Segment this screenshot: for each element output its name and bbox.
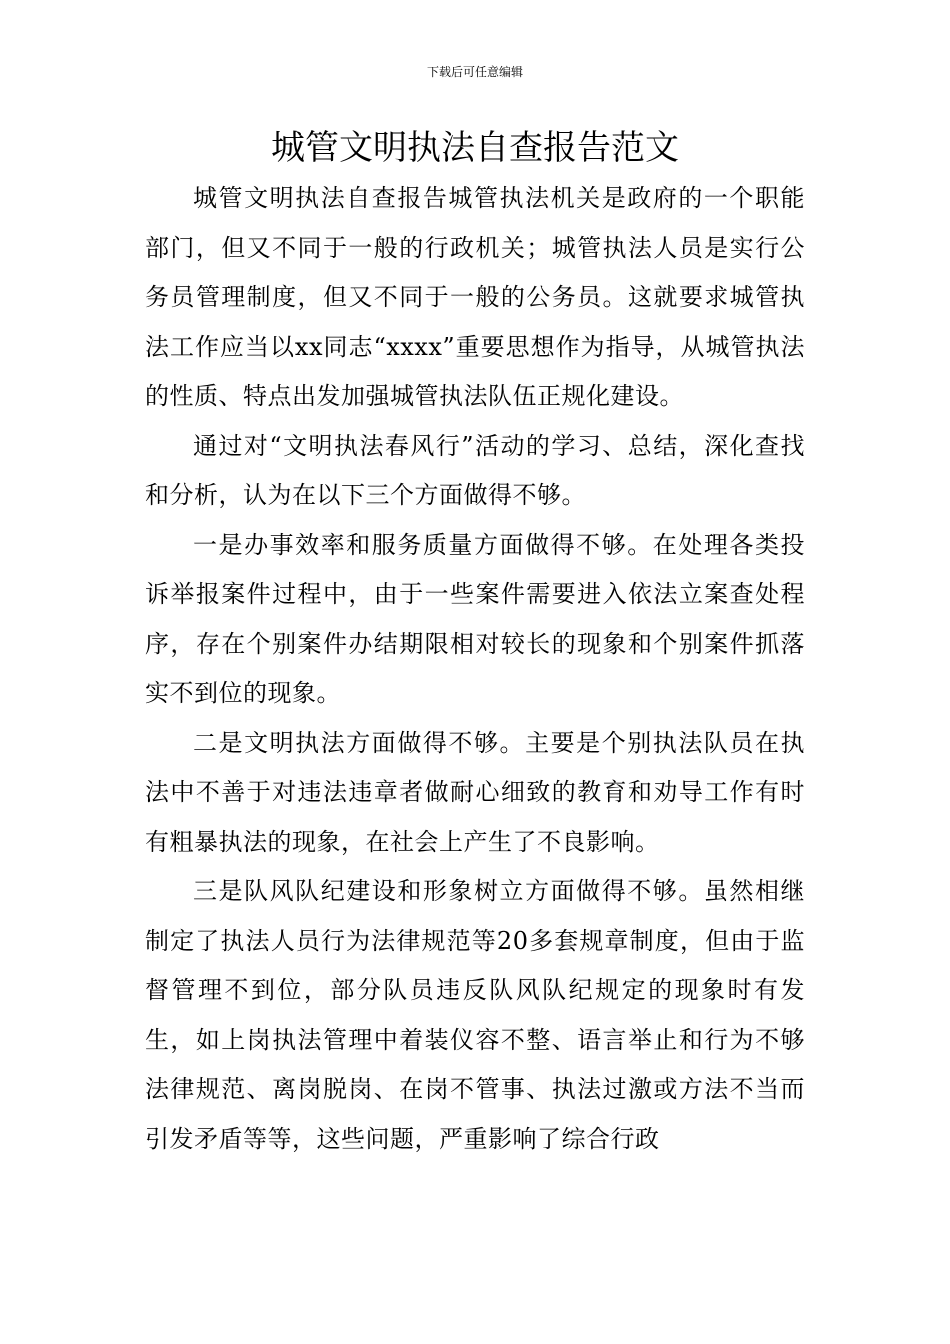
paragraph-point-two: 二是文明执法方面做得不够。主要是个别执法队员在执法中不善于对违法违章者做耐心细致的教育和劝导工作有时有粗暴执法的现象，在社会上产生了不良影响。 <box>145 728 805 856</box>
document-body <box>145 174 805 1164</box>
document-title: 城管文明执法自查报告范文 <box>271 128 679 168</box>
header-note: 下载后可任意编辑 <box>426 65 523 79</box>
paragraph-point-three: 三是队风队纪建设和形象树立方面做得不够。虽然相继制定了执法人员行为法律规范等20多套规章制度，但由于监督管理不到位，部分队员违反队风队纪规定的现象时有发生，如上岗执法管理中着装仪容不整、语言举止和行为不够法律规范、离岗脱岗、在岗不管事、执法过激或方法不当而引发矛盾等等，这些问题，严重影响了综合行政 <box>145 877 805 1153</box>
paragraph-intro: 城管文明执法自查报告城管执法机关是政府的一个职能部门，但又不同于一般的行政机关；城管执法人员是实行公务员管理制度，但又不同于一般的公务员。这就要求城管执法工作应当以xx同志“xxxx”重要思想作为指导，从城管执法的性质、特点出发加强城管执法队伍正规化建设。 <box>145 184 805 410</box>
paragraph-analysis: 通过对“文明执法春风行”活动的学习、总结，深化查找和分析，认为在以下三个方面做得不够。 <box>145 431 805 509</box>
paragraph-point-one: 一是办事效率和服务质量方面做得不够。在处理各类投诉举报案件过程中，由于一些案件需要进入依法立案查处程序，存在个别案件办结期限相对较长的现象和个别案件抓落实不到位的现象。 <box>145 530 805 707</box>
